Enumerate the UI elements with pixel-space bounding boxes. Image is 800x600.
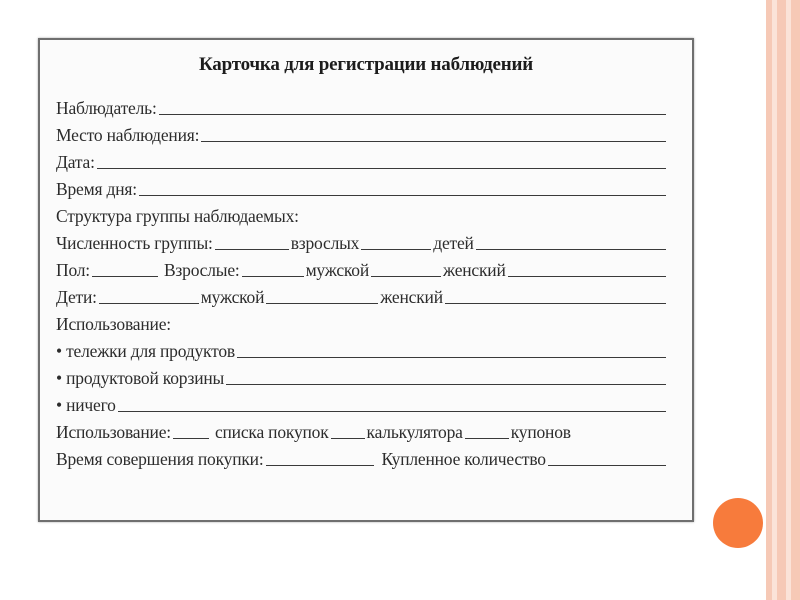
observer-field[interactable] bbox=[159, 113, 666, 115]
border-stripe bbox=[772, 0, 777, 600]
row-group-size bbox=[56, 227, 668, 253]
sex-male-field[interactable] bbox=[371, 275, 441, 277]
calculator-field[interactable] bbox=[465, 437, 509, 439]
card-title: Карточка для регистрации наблюдений bbox=[198, 54, 534, 75]
purchase-quantity-field[interactable] bbox=[548, 464, 666, 466]
row-usage-items bbox=[56, 416, 668, 442]
children-label: детей bbox=[433, 233, 474, 253]
row-basket bbox=[56, 362, 668, 388]
nothing-label: • ничего bbox=[56, 395, 116, 415]
place-label: Место наблюдения: bbox=[56, 125, 200, 145]
row-group-structure bbox=[56, 200, 668, 226]
kids-male-field[interactable] bbox=[266, 302, 378, 304]
kids-label: Дети: bbox=[56, 287, 97, 307]
group-size-field[interactable] bbox=[215, 248, 289, 250]
calculator-label: калькулятора bbox=[366, 422, 463, 442]
row-cart bbox=[56, 335, 668, 361]
sex-female-field[interactable] bbox=[508, 275, 666, 277]
date-field[interactable] bbox=[97, 167, 666, 169]
nothing-field[interactable] bbox=[118, 410, 666, 412]
adults-label: взрослых bbox=[290, 233, 360, 253]
border-stripe bbox=[786, 0, 791, 600]
sex-adults-label: Взрослые: bbox=[163, 260, 240, 280]
cart-field[interactable] bbox=[237, 356, 666, 358]
row-date bbox=[56, 146, 668, 172]
usage-heading: Использование: bbox=[56, 314, 171, 334]
purchase-time-label: Время совершения покупки: bbox=[56, 449, 264, 469]
group-structure-heading: Структура группы наблюдаемых: bbox=[56, 206, 299, 226]
kids-male-label: мужской bbox=[200, 287, 265, 307]
row-nothing bbox=[56, 389, 668, 415]
time-of-day-field[interactable] bbox=[139, 194, 666, 196]
observer-label: Наблюдатель: bbox=[56, 98, 157, 118]
observation-card bbox=[38, 38, 694, 522]
cart-label: • тележки для продуктов bbox=[56, 341, 235, 361]
row-place bbox=[56, 119, 668, 145]
kids-female-field[interactable] bbox=[445, 302, 666, 304]
adults-count-field[interactable] bbox=[361, 248, 431, 250]
usage2-label: Использование: bbox=[56, 422, 171, 442]
kids-field[interactable] bbox=[99, 302, 199, 304]
row-usage-heading bbox=[56, 308, 668, 334]
children-count-field[interactable] bbox=[476, 248, 666, 250]
row-sex bbox=[56, 254, 668, 280]
shopping-list-label: списка покупок bbox=[214, 422, 329, 442]
group-size-label: Численность группы: bbox=[56, 233, 213, 253]
slide-border-decoration bbox=[766, 0, 800, 600]
time-of-day-label: Время дня: bbox=[56, 179, 137, 199]
purchase-quantity-label: Купленное количество bbox=[381, 449, 546, 469]
sex-label: Пол: bbox=[56, 260, 90, 280]
sex-male-label: мужской bbox=[305, 260, 370, 280]
sex-field[interactable] bbox=[92, 275, 158, 277]
coupons-label: купонов bbox=[510, 422, 571, 442]
basket-field[interactable] bbox=[226, 383, 666, 385]
date-label: Дата: bbox=[56, 152, 95, 172]
shopping-list-field[interactable] bbox=[331, 437, 365, 439]
place-field[interactable] bbox=[201, 140, 666, 142]
kids-female-label: женский bbox=[380, 287, 443, 307]
accent-circle bbox=[713, 498, 763, 548]
usage2-field[interactable] bbox=[173, 437, 209, 439]
row-time-of-day bbox=[56, 173, 668, 199]
row-kids bbox=[56, 281, 668, 307]
sex-female-label: женский bbox=[443, 260, 506, 280]
row-observer bbox=[56, 92, 668, 118]
basket-label: • продуктовой корзины bbox=[56, 368, 225, 388]
row-purchase bbox=[56, 443, 668, 469]
sex-adults-field[interactable] bbox=[242, 275, 304, 277]
purchase-time-field[interactable] bbox=[266, 464, 374, 466]
